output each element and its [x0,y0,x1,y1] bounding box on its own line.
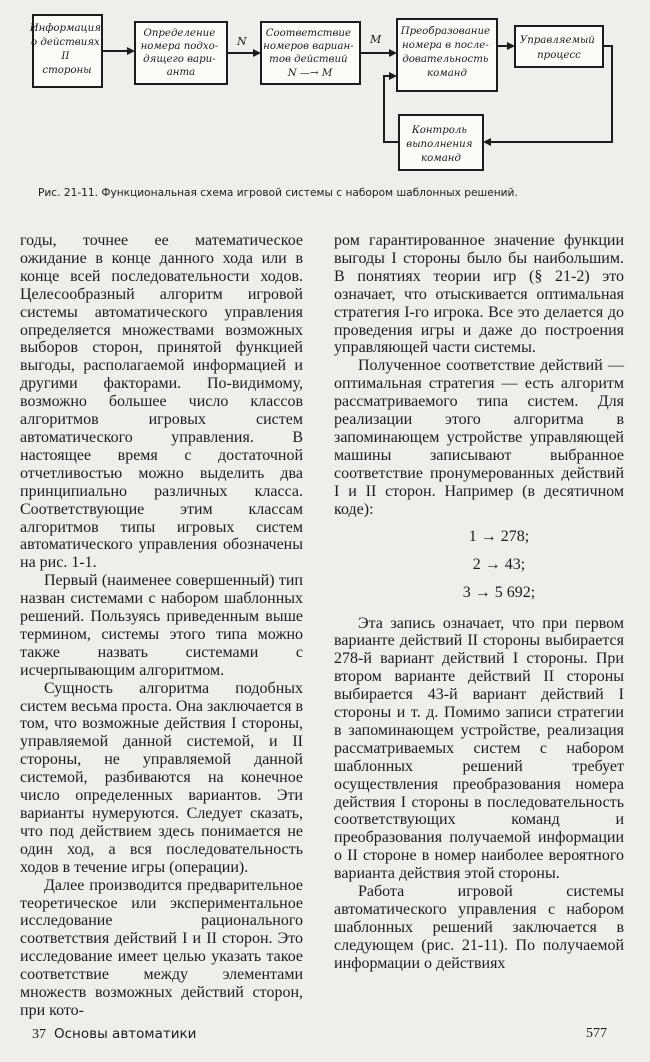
left-paragraph-3: Сущность алгоритма подобных систем весьма проста. Она заключается в том, что возможные действия I стороны, управляемой данной системой, и II стороны, не управляемой данной системой, разбиваются на конечное число определенных вариантов. Эти варианты нумеруются. Следует сказать, что под действием здесь понимается не один ход, а вся последовательность ходов в течение игры (операции). [20,679,304,876]
info-line-2: о действиях [30,37,100,48]
determine-line-1: Определение [143,28,216,39]
match-line-4: N —→ M [287,68,333,79]
formula-3: 3 → 5 692; [462,583,536,601]
right-paragraph-3: Эта запись означает, что при первом варианте действий II стороны выбирается 278-й вариант действий I стороны. При втором варианте действий II стороны выбирается 43-й вариант действий I стороны и т. д. Помимо записи стратегии в запоминающем устройстве, реализация рассматриваемых систем с набором шаблонных решений требует осуществления преобразования номера действия I стороны в последовательность соответствующих команд и преобразования получаемой информации о II стороне в номер наиболее вероятного варианта действия этой стороны. [334,614,624,883]
left-paragraph-4: Далее производится предварительное теоретическое или экспериментальное исследование рационального соответствия действий I и II сторон. Это исследование имеет целью указать такое соответствие между элементами множеств возможных действий сторон, при кото- [20,876,303,1019]
right-paragraph-1: ром гарантированное значение функции выгоды I стороны было бы наибольшим. В понятиях теории игр (§ 21-2) это означает, что отыскивается оптимальная стратегия I-го игрока. Все это делается до проведения игры и даже до построения управляющей части системы. [334,232,624,357]
edge-label-m: M [370,33,382,46]
book-title: Основы автоматики [54,1026,197,1042]
match-line-2: номеров вариан- [263,41,354,52]
match-line-3: тов действий [269,54,348,65]
right-column [334,232,624,973]
figure-caption: Рис. 21-11. Функциональная схема игровой системы с набором шаблонных решений. [38,187,518,199]
formula-1: 1 → 278; [468,527,530,545]
left-column [20,232,303,1020]
formula-block [334,525,624,605]
control-line-1: Контроль [411,125,467,136]
edge-label-n: N [237,35,247,48]
sheet-number: 37 [32,1027,46,1042]
formula-2: 2 → 43; [472,555,526,573]
right-paragraph-2: Полученное соответствие действий — оптимальная стратегия — есть алгоритм рассматриваемого типа систем. Для реализации этого алгоритма в запоминающем устройстве управляющей машины записывают выбранное соответствие пронумерованных действий I и II сторон. Например (в десятичном коде): [334,357,624,518]
info-line-4: стороны [42,65,92,76]
info-line-3: II [61,51,70,62]
match-line-1: Соответствие [265,28,351,39]
left-paragraph-1: годы, точнее ее математическое ожидание в конце данного хода или в конце всей последовательности ходов. Целесообразный алгоритм игровой системы автоматического управления определяется множествами возможных выборов сторон, принятой функцией выгоды, располагаемой информацией и другими факторами. По-видимому, возможно большее число классов алгоритмов игровых систем автоматического управления. В настоящее время с достаточной отчетливостью можно выделить два принципиально различных класса. Соответствующие этим классам алгоритмов типы игровых систем автоматического управления обозначены на рис. 1-1. [20,232,303,572]
footer-signature [32,1026,196,1043]
info-line-1: Информация [29,23,101,34]
left-paragraph-2: Первый (наименее совершенный) тип назван системами с набором шаблонных решений. Пользуясь приведенным выше термином, системы этого типа можно также назвать системами с исчерпывающим алгоритмом. [20,572,303,679]
convert-line-3: довательность [402,54,489,65]
convert-line-4: команд [427,68,467,79]
process-line-2: процесс [537,50,581,61]
determine-line-2: номера подхо- [140,41,219,52]
determine-line-4: анта [166,67,196,78]
process-line-1: Управляемый [519,35,595,46]
functional-diagram [0,0,650,182]
convert-line-2: номера в после- [402,40,489,51]
control-line-2: выполнения [406,139,473,150]
page-number: 577 [586,1026,607,1041]
convert-line-1: Преобразование [400,26,491,37]
right-paragraph-4: Работа игровой системы автоматического управления с набором шаблонных решений заключается в следующем (рис. 21-11). По получаемой информации о действиях [334,883,624,972]
determine-line-3: дящего вари- [143,54,216,65]
control-line-3: команд [421,153,461,164]
